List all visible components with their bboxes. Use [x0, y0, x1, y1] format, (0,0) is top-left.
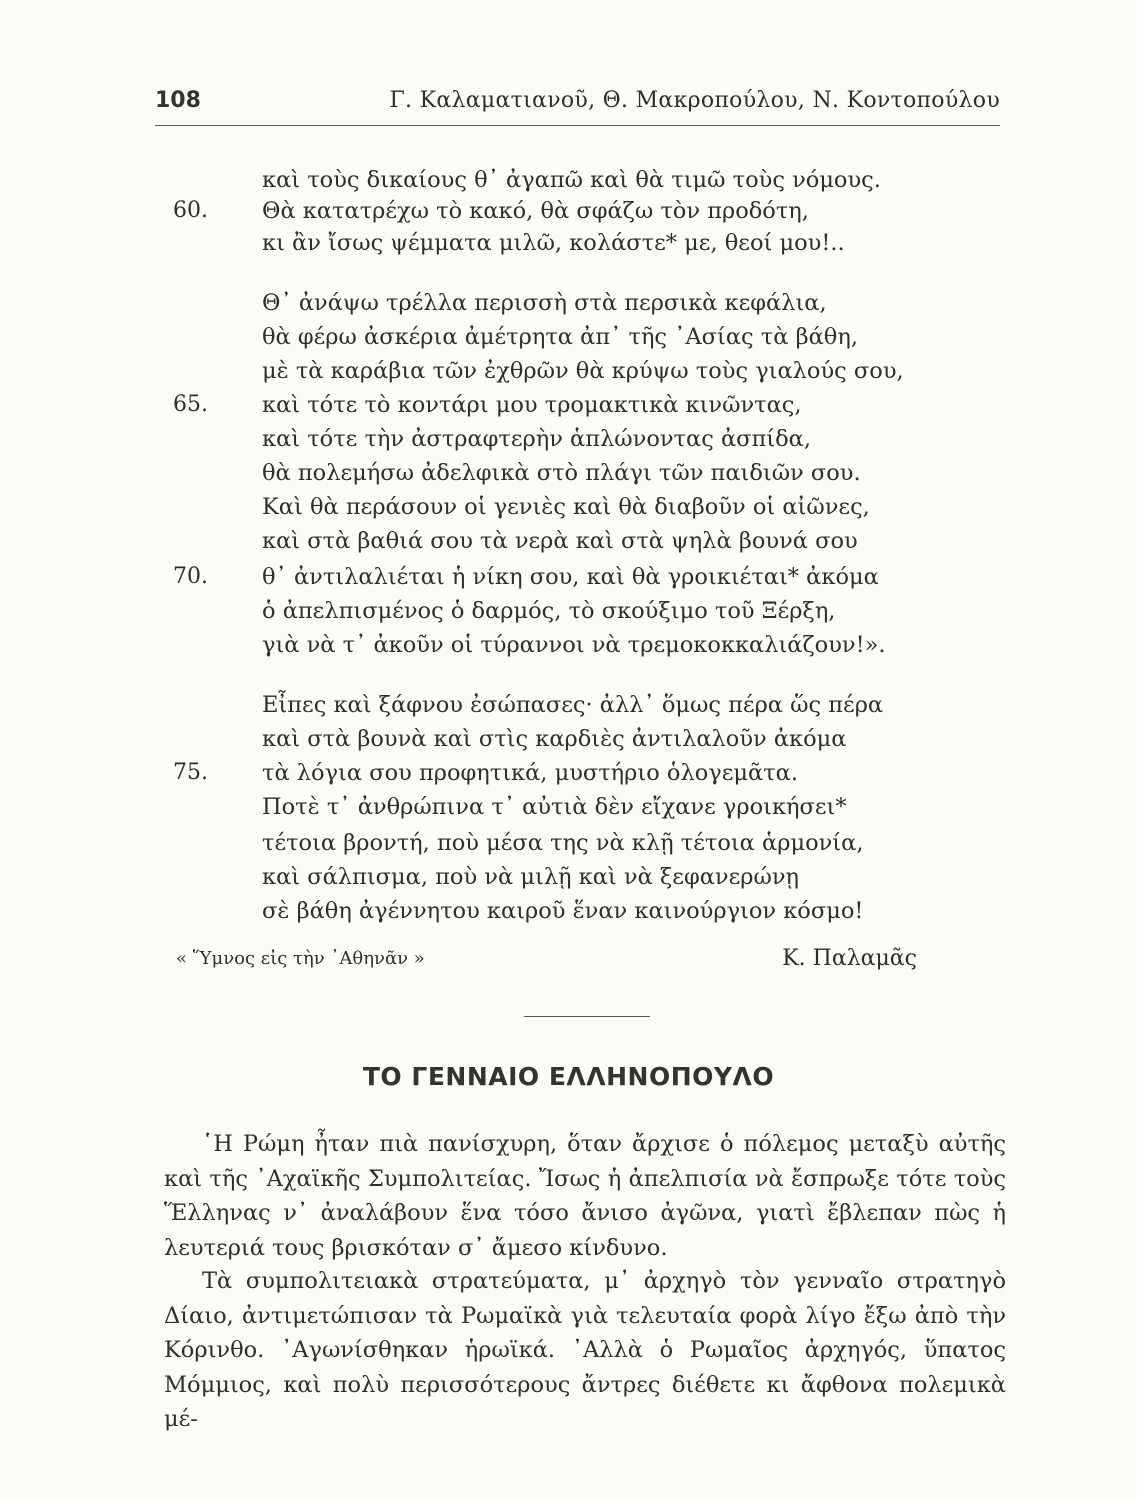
poem-line: θ᾽ ἀντιλαλιέται ἡ νίκη σου, καὶ θὰ γροικιέται* ἀκόμα — [262, 564, 879, 590]
line-number: 75. — [173, 760, 208, 785]
poem-line: καὶ στὰ βουνὰ καὶ στὶς καρδιὲς ἀντιλαλοῦν ἀκόμα — [262, 726, 847, 752]
poem-line: Εἶπες καὶ ξάφνου ἐσώπασες· ἀλλ᾽ ὅμως πέρα ὥς πέρα — [262, 692, 884, 718]
paragraph — [164, 1127, 1006, 1265]
page-header — [155, 88, 1000, 124]
poem-author: Κ. Παλαμᾶς — [782, 946, 917, 971]
poem-line: καὶ τότε τὸ κοντάρι μου τρομακτικὰ κινῶντας, — [262, 392, 802, 418]
line-number: 65. — [173, 392, 208, 417]
section-separator — [524, 1016, 650, 1017]
poem-source: « Ὕμνος εἰς τὴν ᾽Αθηνᾶν » — [176, 948, 425, 969]
paragraph-text: ῾Η Ρώμη ἦταν πιὰ πανίσχυρη, ὅταν ἄρχισε ὁ πόλεμος μεταξὺ αὐτῆς καὶ τῆς ᾽Αχαϊκῆς Συμπολιτείας. Ἴσως ἡ ἀπελπισία νὰ ἔσπρωξε τότε τοὺς Ἕλληνας ν᾽ ἀναλάβουν ἕνα τόσο ἄνισο ἀγῶνα, γιατὶ ἔβλεπαν πὼς ἡ λευτεριά τους βρισκόταν σ᾽ ἄμεσο κίνδυνο. — [164, 1131, 1006, 1261]
poem-line: καὶ σάλπισμα, ποὺ νὰ μιλῇ καὶ νὰ ξεφανερώνῃ — [262, 864, 799, 890]
poem-line: Θὰ κατατρέχω τὸ κακό, θὰ σφάζω τὸν προδότη, — [262, 198, 809, 224]
section-title: ΤΟ ΓΕΝΝΑΙΟ ΕΛΛΗΝΟΠΟΥΛΟ — [362, 1062, 775, 1091]
line-number: 60. — [173, 198, 208, 223]
poem-line: καὶ τότε τὴν ἀστραφτερὴν ἁπλώνοντας ἀσπίδα, — [262, 426, 811, 452]
poem-line: θὰ φέρω ἀσκέρια ἀμέτρητα ἀπ᾽ τῆς ᾽Ασίας τὰ βάθη, — [262, 324, 858, 350]
paragraph — [164, 1264, 1006, 1437]
poem-line: τέτοια βροντή, ποὺ μέσα της νὰ κλῇ τέτοια ἁρμονία, — [262, 830, 864, 856]
poem-line: τὰ λόγια σου προφητικά, μυστήριο ὁλογεμᾶτα. — [262, 760, 798, 786]
line-number: 70. — [173, 564, 208, 589]
running-head: Γ. Καλαματιανοῦ, Θ. Μακροπούλου, Ν. Κοντοπούλου — [389, 88, 1000, 113]
poem-line: μὲ τὰ καράβια τῶν ἐχθρῶν θὰ κρύψω τοὺς γιαλούς σου, — [262, 358, 904, 384]
paragraph-text: Τὰ συμπολιτειακὰ στρατεύματα, μ᾽ ἀρχηγὸ τὸν γενναῖο στρατηγὸ Δίαιο, ἀντιμετώπισαν τὰ Ρωμαϊκὰ γιὰ τελευταία φορὰ λίγο ἔξω ἀπὸ τὴν Κόρινθο. ᾽Αγωνίσθηκαν ἡρωϊκά. ᾽Αλλὰ ὁ Ρωμαῖος ἀρχηγός, ὕπατος Μόμμιος, καὶ πολὺ περισσότερους ἄντρες διέθετε κι ἄφθονα πολεμικὰ μέ- — [164, 1268, 1006, 1432]
page-number: 108 — [155, 88, 201, 113]
poem-line: ὁ ἀπελπισμένος ὁ δαρμός, τὸ σκούξιμο τοῦ Ξέρξη, — [262, 598, 836, 624]
poem-line: θὰ πολεμήσω ἀδελφικὰ στὸ πλάγι τῶν παιδιῶν σου. — [262, 460, 861, 486]
poem-line: Ποτὲ τ᾽ ἀνθρώπινα τ᾽ αὐτιὰ δὲν εἴχανε γροικήσει* — [262, 794, 847, 820]
poem-line: σὲ βάθη ἀγέννητου καιροῦ ἕναν καινούργιον κόσμο! — [262, 898, 864, 924]
poem-line: Καὶ θὰ περάσουν οἱ γενιὲς καὶ θὰ διαβοῦν οἱ αἰῶνες, — [262, 494, 870, 520]
poem-line: καὶ στὰ βαθιά σου τὰ νερὰ καὶ στὰ ψηλὰ βουνά σου — [262, 528, 858, 554]
poem-line: Θ᾽ ἀνάψω τρέλλα περισσὴ στὰ περσικὰ κεφάλια, — [262, 290, 827, 316]
poem-line: καὶ τοὺς δικαίους θ᾽ ἀγαπῶ καὶ θὰ τιμῶ τοὺς νόμους. — [262, 167, 881, 193]
poem-line: γιὰ νὰ τ᾽ ἀκοῦν οἱ τύραννοι νὰ τρεμοκοκκαλιάζουν!». — [262, 632, 886, 658]
poem-line: κι ἂν ἴσως ψέμματα μιλῶ, κολάστε* με, θεοί μου!.. — [262, 230, 845, 256]
header-rule — [155, 125, 1000, 126]
